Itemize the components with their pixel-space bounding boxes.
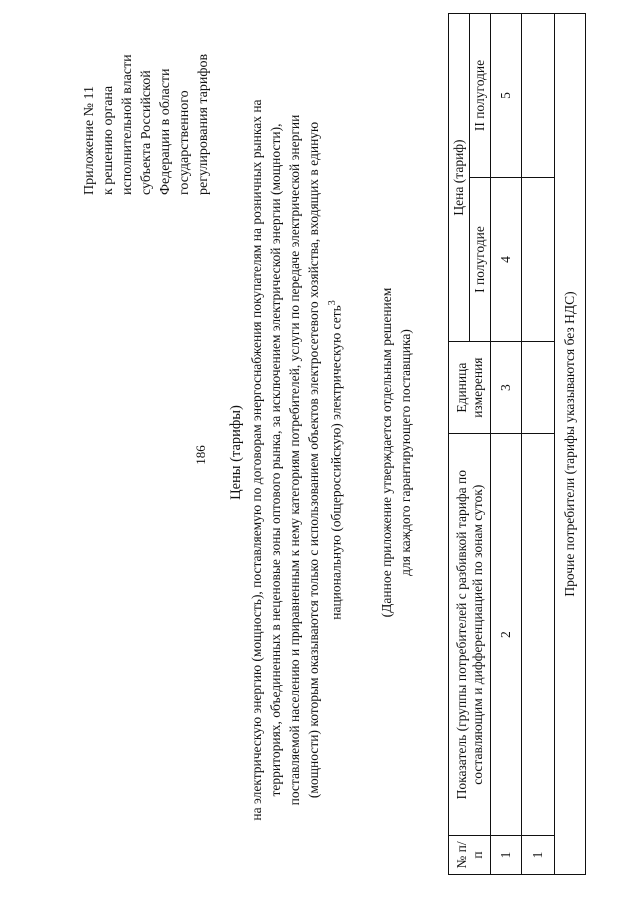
table-header-row xyxy=(449,14,470,875)
subtitle-line: (мощности) которым оказываются только с использованием объектов электросетевого хозяйства, входящих в единую xyxy=(306,121,321,799)
column-index: 2 xyxy=(491,434,522,836)
header-unit: Единица измерения xyxy=(449,342,491,434)
row-half2 xyxy=(522,14,555,178)
document-subtitle xyxy=(247,25,346,895)
footnote-mark: 3 xyxy=(327,300,338,306)
appendix-line: Федерации в области xyxy=(158,68,173,195)
subtitle-line: поставляемой населению и приравненным к нему категориям потребителей, услуги по передаче электрической энергии xyxy=(287,114,302,806)
appendix-line: Приложение № 11 xyxy=(82,86,97,195)
document-title: Цены (тарифы) xyxy=(228,405,244,500)
note-line: для каждого гарантирующего поставщика) xyxy=(398,329,413,576)
header-half2: II полугодие xyxy=(470,14,491,178)
note-line: (Данное приложение утверждается отдельным решением xyxy=(379,287,394,618)
column-index: 1 xyxy=(491,836,522,875)
appendix-line: к решению органа xyxy=(101,85,116,195)
subtitle-line: на электрическую энергию (мощность), поставляемую по договорам энергоснабжения покупателям на розничных рынках на xyxy=(249,99,264,821)
subtitle-line-last xyxy=(323,25,346,895)
header-indicator: Показатель (группы потребителей с разбивкой тарифа по составляющим и дифференциацией по зонам суток) xyxy=(449,434,491,836)
column-index: 5 xyxy=(491,14,522,178)
row-name xyxy=(522,434,555,836)
subtitle-line: территориях, объединенных в неценовые зоны оптового рынка, за исключением электрической энергии (мощности), xyxy=(268,123,283,797)
appendix-line: субъекта Российской xyxy=(139,70,154,195)
header-num: № п/п xyxy=(449,836,491,875)
row-half1 xyxy=(522,178,555,342)
header-half1: I полугодие xyxy=(470,178,491,342)
column-index: 3 xyxy=(491,342,522,434)
appendix-line: государственного xyxy=(177,90,192,195)
column-index: 4 xyxy=(491,178,522,342)
appendix-header xyxy=(80,0,213,195)
page-number: 186 xyxy=(193,445,208,465)
other-consumers-label: Прочие потребители (тарифы указываются без НДС) xyxy=(555,14,586,875)
subtitle-line: национальную (общероссийскую) электрическую сеть xyxy=(328,305,344,620)
appendix-line: регулирования тарифов xyxy=(196,53,211,195)
tariff-table xyxy=(448,13,586,875)
row-unit xyxy=(522,342,555,434)
header-price: Цена (тариф) xyxy=(449,14,470,342)
other-consumers-row xyxy=(555,14,586,875)
appendix-line: исполнительной власти xyxy=(120,54,135,195)
approval-note xyxy=(377,0,415,905)
column-index-row xyxy=(491,14,522,875)
table-row xyxy=(522,14,555,875)
row-num: 1 xyxy=(522,836,555,875)
